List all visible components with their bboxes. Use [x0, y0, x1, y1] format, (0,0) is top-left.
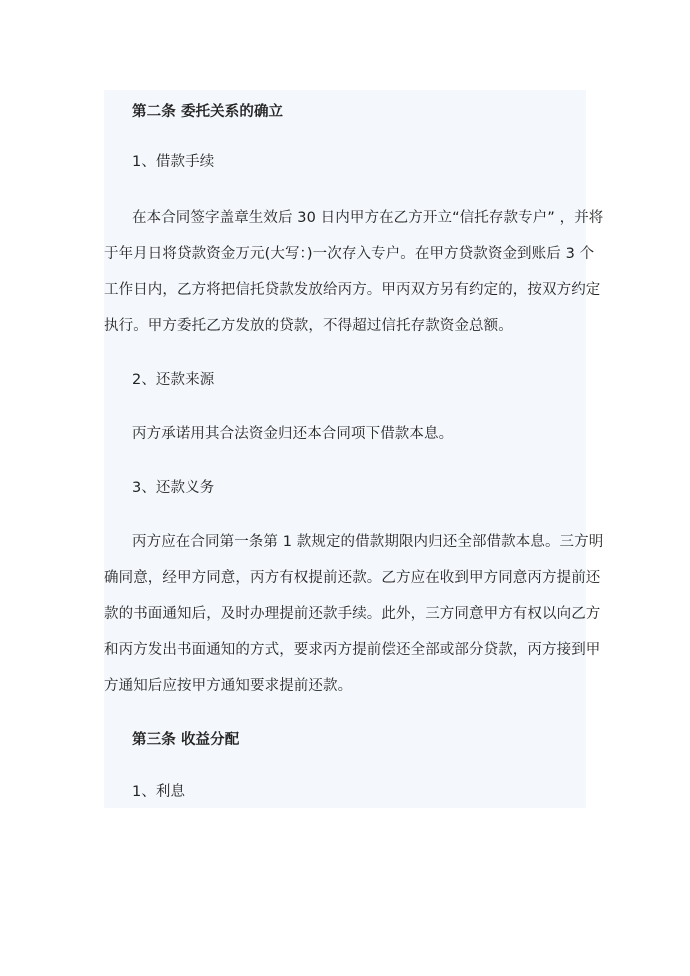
section-heading-interest: 1、利息 [132, 784, 186, 800]
document-content-area [104, 90, 586, 808]
paragraph-line: 工作日内，乙方将把信托贷款发放给丙方。甲丙双方另有约定的，按双方约定 [104, 282, 601, 298]
article-2-heading: 第二条 委托关系的确立 [132, 104, 284, 120]
paragraph-line: 于年月日将贷款资金万元(大写：)一次存入专户。在甲方贷款资金到账后 3 个 [104, 246, 595, 262]
paragraph-line: 款的书面通知后，及时办理提前还款手续。此外，三方同意甲方有权以向乙方 [104, 606, 601, 622]
article-3-heading: 第三条 收益分配 [132, 732, 240, 748]
paragraph-line: 丙方应在合同第一条第 1 款规定的借款期限内归还全部借款本息。三方明 [132, 534, 604, 550]
paragraph-line: 丙方承诺用其合法资金归还本合同项下借款本息。 [132, 426, 454, 442]
section-heading-repayment-source: 2、还款来源 [132, 372, 215, 388]
paragraph-line: 和丙方发出书面通知的方式，要求丙方提前偿还全部或部分贷款，丙方接到甲 [104, 642, 601, 658]
paragraph-line: 方通知后应按甲方通知要求提前还款。 [104, 678, 353, 694]
section-heading-loan-procedure: 1、借款手续 [132, 154, 215, 170]
section-heading-repayment-obligation: 3、还款义务 [132, 480, 215, 496]
paragraph-line: 执行。甲方委托乙方发放的贷款，不得超过信托存款资金总额。 [104, 318, 513, 334]
paragraph-line: 确同意，经甲方同意，丙方有权提前还款。乙方应在收到甲方同意丙方提前还 [104, 570, 601, 586]
paragraph-line: 在本合同签字盖章生效后 30 日内甲方在乙方开立“信托存款专户” ，并将 [132, 210, 604, 226]
